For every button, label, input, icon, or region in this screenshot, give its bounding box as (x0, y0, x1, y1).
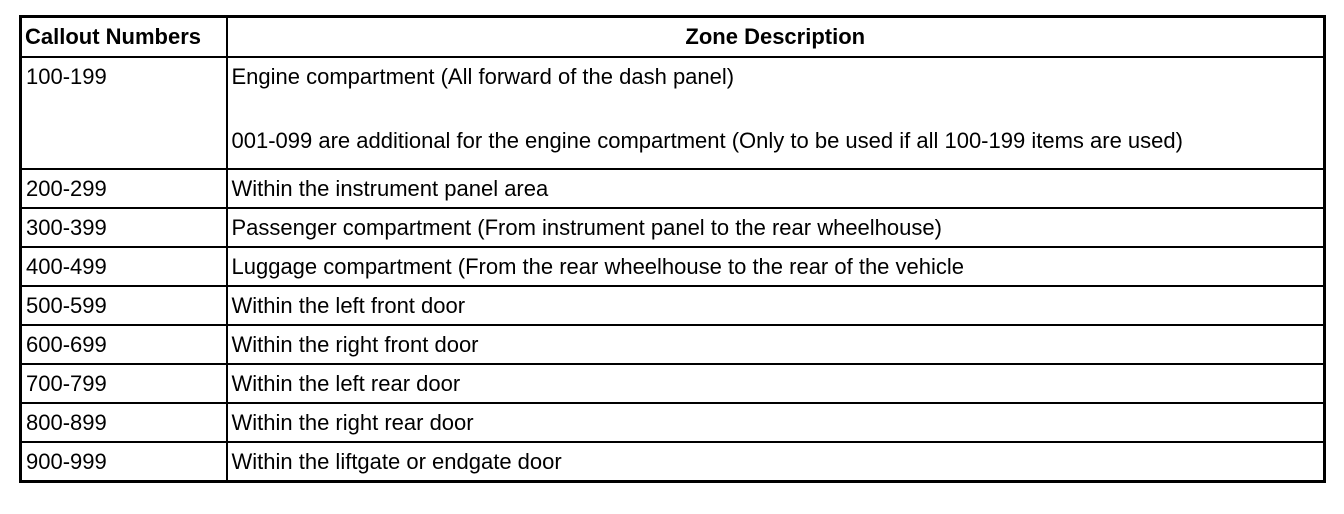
table-row (21, 247, 1325, 286)
table-row (21, 325, 1325, 364)
table-row (21, 286, 1325, 325)
description-cell: Within the instrument panel area (227, 169, 1325, 208)
callout-cell: 300-399 (21, 208, 227, 247)
description-note: 001-099 are additional for the engine compartment (Only to be used if all 100-199 items are used) (231, 128, 1183, 153)
callout-cell: 600-699 (21, 325, 227, 364)
callout-cell: 900-999 (21, 442, 227, 482)
description-cell: Within the right front door (227, 325, 1325, 364)
table-row (21, 208, 1325, 247)
description-text: Engine compartment (All forward of the dash panel) (231, 64, 735, 89)
callout-cell: 700-799 (21, 364, 227, 403)
callout-cell: 500-599 (21, 286, 227, 325)
table-row (21, 442, 1325, 482)
description-cell: Within the left front door (227, 286, 1325, 325)
header-row (21, 17, 1325, 58)
table-row (21, 169, 1325, 208)
description-cell: Within the liftgate or endgate door (227, 442, 1325, 482)
description-cell: Within the right rear door (227, 403, 1325, 442)
table-row (21, 364, 1325, 403)
zone-table (19, 15, 1326, 483)
callout-cell: 100-199 (21, 57, 227, 169)
header-zone-description: Zone Description (227, 17, 1325, 58)
callout-cell: 400-499 (21, 247, 227, 286)
table-row (21, 57, 1325, 169)
description-cell (227, 57, 1325, 169)
callout-cell: 800-899 (21, 403, 227, 442)
table-row (21, 403, 1325, 442)
description-cell: Within the left rear door (227, 364, 1325, 403)
description-cell: Luggage compartment (From the rear wheelhouse to the rear of the vehicle (227, 247, 1325, 286)
callout-cell: 200-299 (21, 169, 227, 208)
description-cell: Passenger compartment (From instrument panel to the rear wheelhouse) (227, 208, 1325, 247)
header-callout-numbers: Callout Numbers (21, 17, 227, 58)
